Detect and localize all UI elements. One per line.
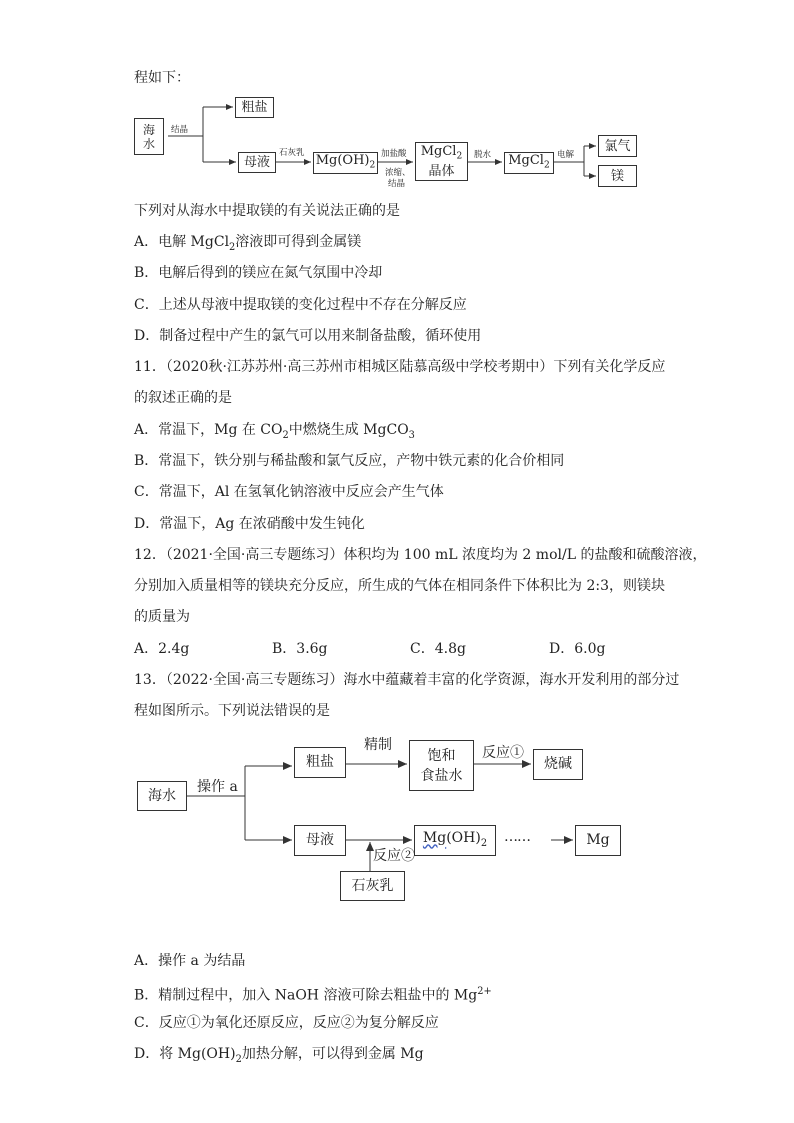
q12-option-d: D．6.0g — [549, 641, 606, 657]
operation-a-label: 操作 a — [197, 779, 238, 795]
q10-option-b: B．电解后得到的镁应在氮气氛围中冷却 — [134, 265, 383, 281]
mgcl2-label: MgCl$_2$ — [508, 152, 550, 171]
seawater-label-2: 海水 — [148, 787, 176, 804]
lime-milk-label-2: 石灰乳 — [351, 877, 394, 894]
q12-stem-line1: 12．（2021·全国·高三专题练习）体积均为 100 mL 浓度均为 2 mol/L 的盐酸和硫酸溶液， — [134, 547, 707, 563]
q13-option-a: A．操作 a 为结晶 — [134, 953, 246, 969]
crude-salt-box-2 — [294, 747, 346, 778]
q11-stem-line1: 11．（2020秋·江苏苏州·高三苏州市相城区陆慕高级中学校考期中）下列有关化学反应 — [134, 359, 666, 375]
caustic-soda-box — [533, 749, 583, 780]
q12-stem-line3: 的质量为 — [134, 609, 190, 625]
q10-option-a: A．电解 MgCl$_2$溶液即可得到金属镁 — [134, 234, 362, 253]
concentrate-label: 浓缩、 — [385, 168, 411, 178]
q13-option-d: D．将 $Mg(OH)_2$加热分解，可以得到金属 Mg — [134, 1046, 424, 1065]
lime-milk-label: 石灰乳 — [279, 148, 305, 158]
electrolysis-label: 电解 — [557, 150, 575, 160]
q12-option-a: A．2.4g — [134, 641, 190, 657]
q11-option-a: A．常温下，Mg 在 $CO_2$中燃烧生成 MgCO$_3$ — [134, 422, 415, 441]
q10-stem: 下列对从海水中提取镁的有关说法正确的是 — [134, 203, 400, 219]
magnesium-label: 镁 — [610, 168, 624, 184]
q10-option-d: D．制备过程中产生的氯气可以用来制备盐酸，循环使用 — [134, 328, 482, 344]
crystallize-label-2: 结晶 — [388, 179, 406, 189]
mg-box — [575, 825, 621, 856]
q13-option-c: C．反应①为氧化还原反应，反应②为复分解反应 — [134, 1015, 439, 1031]
mgcl2-crystal-word: 晶体 — [428, 164, 455, 180]
lime-milk-box — [340, 871, 405, 901]
q11-option-b: B．常温下，铁分别与稀盐酸和氯气反应，产物中铁元素的化合价相同 — [134, 453, 565, 469]
reaction-1-label: 反应① — [482, 745, 524, 761]
crude-salt-label-2: 粗盐 — [306, 754, 334, 770]
mgoh2-box-2 — [414, 825, 496, 856]
q12-option-b: B．3.6g — [272, 641, 328, 657]
mother-liquor-box-2 — [294, 825, 346, 856]
mother-liquor-label: 母液 — [243, 155, 270, 170]
intro-text: 程如下： — [134, 70, 190, 86]
q12-stem-line2: 分别加入质量相等的镁块充分反应，所生成的气体在相同条件下体积比为 2:3，则镁块 — [134, 578, 665, 594]
caustic-soda-label: 烧碱 — [544, 756, 572, 772]
q11-option-c: C．常温下，Al 在氢氧化钠溶液中反应会产生气体 — [134, 484, 444, 500]
q11-stem-line2: 的叙述正确的是 — [134, 390, 232, 406]
add-hcl-label: 加盐酸 — [381, 149, 407, 159]
mgoh2-label-2: $Mg(OH)_2$ — [422, 829, 488, 849]
seawater-box-2 — [137, 781, 187, 811]
saturated-brine-box — [409, 740, 474, 791]
saturated-brine-line1: 饱和 — [427, 747, 456, 764]
crude-salt-label: 粗盐 — [241, 100, 268, 115]
mother-liquor-label-2: 母液 — [306, 832, 334, 848]
q13-stem-line2: 程如图所示。下列说法错误的是 — [134, 703, 330, 719]
chlorine-label: 氯气 — [604, 138, 631, 154]
seawater-label: 海水 — [142, 122, 155, 151]
q10-option-c: C．上述从母液中提取镁的变化过程中不存在分解反应 — [134, 297, 467, 313]
saturated-brine-line2: 食盐水 — [420, 767, 463, 784]
q11-option-d: D．常温下，Ag 在浓硝酸中发生钝化 — [134, 516, 365, 532]
q13-stem-line1: 13．（2022·全国·高三专题练习）海水中蕴藏着丰富的化学资源，海水开发利用的部分过 — [134, 672, 680, 688]
mgcl2-crystal-formula: MgCl$_2$ — [420, 143, 463, 162]
reaction-2-label: 反应② — [373, 848, 415, 864]
mg-label: Mg — [586, 832, 610, 848]
dehydrate-label: 脱水 — [474, 150, 492, 160]
q13-option-b: B．精制过程中，加入 NaOH 溶液可除去粗盐中的 $Mg^{2+}$ — [134, 986, 492, 1004]
q12-option-c: C．4.8g — [410, 641, 466, 657]
refine-label: 精制 — [364, 737, 392, 753]
ellipsis-arrow-label: …… — [504, 829, 530, 845]
mgoh2-label: $Mg(OH)_2$ — [315, 152, 376, 171]
crystallize-label: 结晶 — [171, 125, 189, 135]
